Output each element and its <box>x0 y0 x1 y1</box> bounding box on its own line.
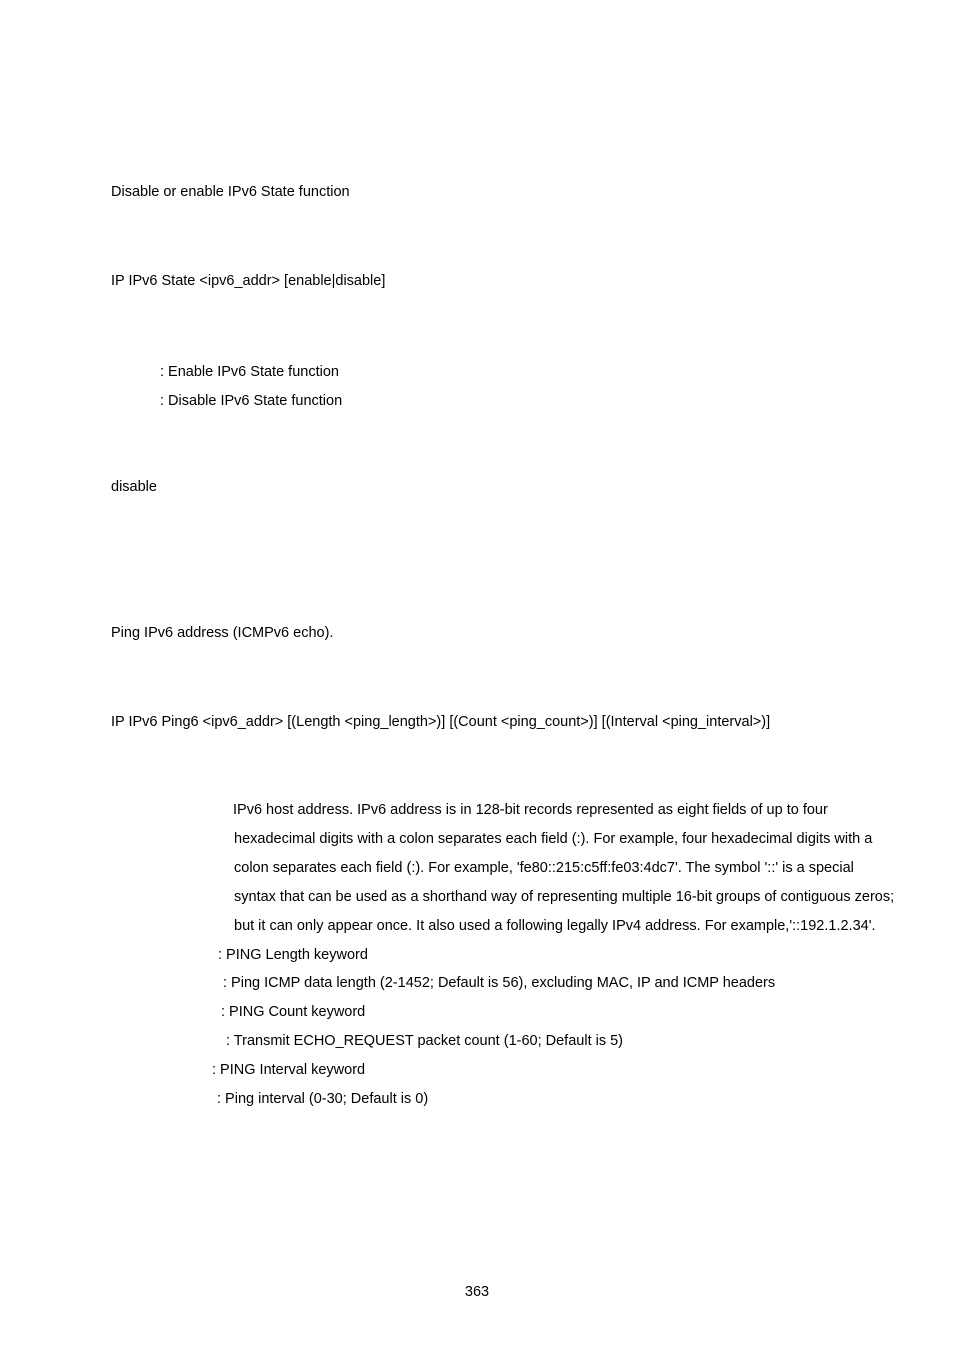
ipv6-addr-desc-line: hexadecimal digits with a colon separates each field (:). For example, four hexadecimal digits with a <box>234 831 873 847</box>
ipv6-addr-desc-line: but it can only appear once. It also used a following legally IPv4 address. For example,'::192.1.2.34'. <box>234 918 876 934</box>
ping6-param-interval-value: : Ping interval (0-30; Default is 0) <box>217 1091 429 1107</box>
ping6-param-length-value: : Ping ICMP data length (2-1452; Default is 56), excluding MAC, IP and ICMP headers <box>223 975 776 991</box>
ping6-syntax: IP IPv6 Ping6 <ipv6_addr> [(Length <ping_length>)] [(Count <ping_count>)] [(Interval <ping_interval>)] <box>111 714 771 730</box>
state-default: disable <box>111 479 157 495</box>
state-description: Disable or enable IPv6 State function <box>111 184 350 200</box>
ipv6-addr-desc-line: IPv6 host address. IPv6 address is in 128-bit records represented as eight fields of up to four <box>233 802 828 818</box>
state-param-enable: : Enable IPv6 State function <box>160 364 339 380</box>
state-syntax: IP IPv6 State <ipv6_addr> [enable|disable] <box>111 273 386 289</box>
state-param-disable: : Disable IPv6 State function <box>160 393 343 409</box>
ping6-param-length-keyword: : PING Length keyword <box>218 947 368 963</box>
ping6-description: Ping IPv6 address (ICMPv6 echo). <box>111 625 334 641</box>
page-number: 363 <box>464 1284 490 1300</box>
ping6-param-interval-keyword: : PING Interval keyword <box>212 1062 366 1078</box>
ipv6-addr-desc-line: syntax that can be used as a shorthand way of representing multiple 16-bit groups of contiguous zeros; <box>234 889 895 905</box>
ping6-param-count-value: : Transmit ECHO_REQUEST packet count (1-60; Default is 5) <box>226 1033 624 1049</box>
ping6-param-count-keyword: : PING Count keyword <box>221 1004 366 1020</box>
ipv6-addr-desc-line: colon separates each field (:). For example, 'fe80::215:c5ff:fe03:4dc7'. The symbol '::' is a special <box>234 860 854 876</box>
